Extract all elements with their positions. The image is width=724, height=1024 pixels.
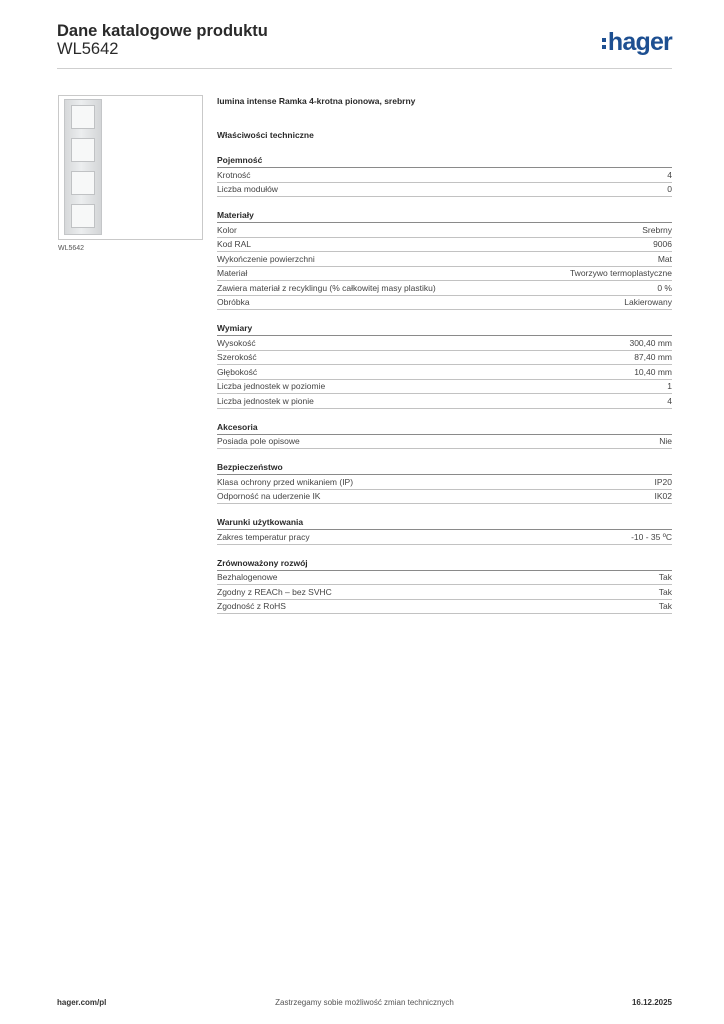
spec-row (217, 183, 672, 198)
page-header (57, 20, 672, 69)
spec-label: Głębokość (217, 366, 258, 377)
spec-label: Zgodność z RoHS (217, 601, 286, 612)
spec-label: Obróbka (217, 297, 250, 308)
spec-row (217, 238, 672, 253)
product-name: lumina intense Ramka 4-krotna pionowa, srebrny (217, 96, 416, 106)
spec-group (217, 557, 672, 615)
spec-label: Odporność na uderzenie IK (217, 491, 321, 502)
spec-row (217, 475, 672, 490)
spec-row (217, 585, 672, 600)
spec-row (217, 365, 672, 380)
spec-label: Krotność (217, 169, 251, 180)
spec-row (217, 380, 672, 395)
spec-group (217, 461, 672, 504)
spec-row (217, 490, 672, 505)
spec-value: Mat (657, 253, 672, 264)
spec-label: Wykończenie powierzchni (217, 253, 315, 264)
hager-logo (602, 27, 672, 57)
spec-groups (217, 154, 672, 614)
spec-value: 87,40 mm (634, 352, 672, 363)
spec-label: Bezhalogenowe (217, 572, 278, 583)
spec-group (217, 516, 672, 545)
footer-note: Zastrzegamy sobie możliwość zmian technicznych (275, 998, 454, 1007)
spec-value: Tak (658, 586, 672, 597)
footer-website-link[interactable]: hager.com/pl (57, 998, 107, 1007)
spec-value: 4 (667, 395, 672, 406)
spec-label: Zakres temperatur pracy (217, 531, 310, 542)
spec-value: IK02 (654, 491, 672, 502)
spec-value: 1 (667, 381, 672, 392)
spec-value: -10 - 35 ºC (631, 531, 672, 542)
frame-4gang-icon (64, 99, 102, 235)
spec-group-title: Wymiary (217, 322, 672, 336)
spec-value: Tworzywo termoplastyczne (569, 268, 672, 279)
spec-label: Wysokość (217, 337, 256, 348)
spec-group-title: Pojemność (217, 154, 672, 168)
spec-value: 9006 (653, 239, 672, 250)
spec-label: Liczba jednostek w poziomie (217, 381, 326, 392)
spec-row (217, 168, 672, 183)
spec-group-title: Zrównoważony rozwój (217, 557, 672, 571)
spec-row (217, 435, 672, 450)
spec-group (217, 322, 672, 409)
spec-row (217, 267, 672, 282)
logo-text: hager (607, 27, 672, 56)
product-image-caption: WL5642 (58, 245, 85, 252)
spec-label: Kod RAL (217, 239, 252, 250)
spec-value: 0 (667, 184, 672, 195)
spec-value: Srebrny (642, 224, 672, 235)
spec-group-title: Warunki użytkowania (217, 516, 672, 530)
spec-row (217, 530, 672, 545)
spec-label: Materiał (217, 268, 248, 279)
spec-row (217, 281, 672, 296)
spec-label: Zawiera materiał z recyklingu (% całkowitej masy plastiku) (217, 282, 436, 293)
spec-value: Tak (658, 572, 672, 583)
spec-group (217, 421, 672, 450)
spec-value: Tak (658, 601, 672, 612)
spec-value: 10,40 mm (634, 366, 672, 377)
spec-row (217, 351, 672, 366)
spec-label: Liczba jednostek w pionie (217, 395, 314, 406)
spec-label: Zgodny z REACh – bez SVHC (217, 586, 332, 597)
section-title: Właściwości techniczne (217, 130, 314, 140)
document-title: Dane katalogowe produktu (57, 22, 268, 40)
spec-value: Lakierowany (624, 297, 672, 308)
spec-row (217, 252, 672, 267)
spec-value: 300,40 mm (629, 337, 672, 348)
spec-group-title: Materiały (217, 209, 672, 223)
spec-label: Klasa ochrony przed wnikaniem (IP) (217, 476, 354, 487)
spec-content (217, 96, 672, 614)
spec-row (217, 571, 672, 586)
spec-row (217, 223, 672, 238)
spec-row (217, 394, 672, 409)
spec-row (217, 296, 672, 311)
logo-dots-icon (602, 38, 606, 49)
spec-label: Posiada pole opisowe (217, 436, 300, 447)
spec-group (217, 209, 672, 310)
footer-date: 16.12.2025 (631, 998, 672, 1007)
product-image (58, 95, 203, 240)
spec-row (217, 600, 672, 615)
spec-label: Szerokość (217, 352, 257, 363)
spec-value: 4 (667, 169, 672, 180)
spec-value: Nie (659, 436, 672, 447)
spec-group (217, 154, 672, 197)
spec-label: Liczba modułów (217, 184, 278, 195)
spec-value: IP20 (654, 476, 672, 487)
product-code: WL5642 (57, 40, 119, 58)
spec-row (217, 336, 672, 351)
spec-label: Kolor (217, 224, 237, 235)
spec-value: 0 % (657, 282, 672, 293)
spec-group-title: Akcesoria (217, 421, 672, 435)
spec-group-title: Bezpieczeństwo (217, 461, 672, 475)
